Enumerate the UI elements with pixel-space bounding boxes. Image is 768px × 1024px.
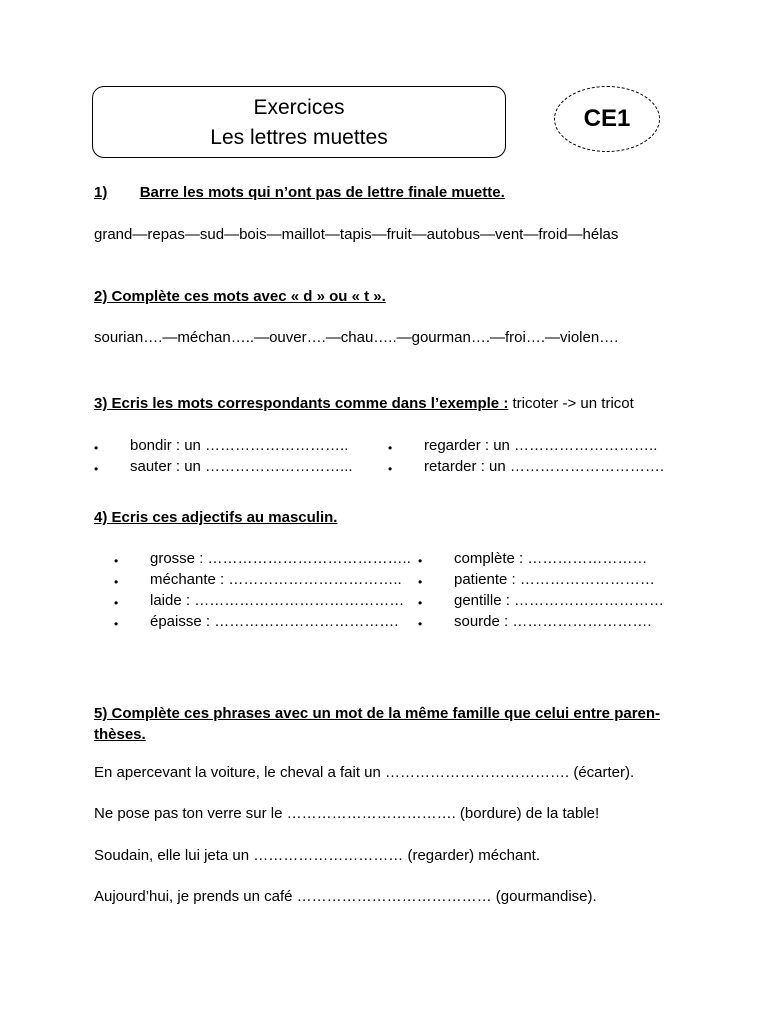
ex4-item: méchante : …………………………….. (150, 571, 402, 588)
ex4-item: patiente : ……………………… (454, 571, 655, 588)
ex4-item: complète : …………………… (454, 550, 648, 567)
bullet-icon: • (418, 617, 423, 631)
bullet-icon: • (418, 596, 423, 610)
ex4-item: grosse : ………………………………….. (150, 550, 411, 567)
title-box (92, 86, 506, 158)
ex3-item: retarder : un …………………………. (424, 458, 665, 475)
title-line-1: Exercices (253, 96, 345, 119)
ex5-sentence: Soudain, elle lui jeta un ………………………… (regarder) méchant. (94, 847, 541, 864)
ex1-word-list: grand—repas—sud—bois—maillot—tapis—fruit—autobus—vent—froid—hélas (94, 226, 619, 243)
ex4-item: sourde : ………………………. (454, 613, 652, 630)
ex4-heading: 4) Ecris ces adjectifs au masculin. (94, 509, 338, 526)
bullet-icon: • (388, 462, 393, 476)
bullet-icon: • (94, 441, 99, 455)
ex5-heading: 5) Complète ces phrases avec un mot de la même famille que celui entre paren-thèses. (94, 705, 661, 743)
bullet-icon: • (114, 554, 119, 568)
bullet-icon: • (114, 596, 119, 610)
ex3-example: tricoter -> un tricot (508, 395, 634, 412)
bullet-icon: • (418, 554, 423, 568)
ex4-item: épaisse : ………………………………. (150, 613, 399, 630)
ex3-item: regarder : un ……………………….. (424, 437, 658, 454)
ex3-instruction: 3) Ecris les mots correspondants comme dans l’exemple : (94, 395, 509, 412)
bullet-icon: • (418, 575, 423, 589)
ex3-heading (94, 395, 634, 412)
ex5-sentence: Ne pose pas ton verre sur le ……………………………. (bordure) de la table! (94, 805, 600, 822)
bullet-icon: • (388, 441, 393, 455)
ex4-item: laide : …………………………………… (150, 592, 405, 609)
title-line-2: Les lettres muettes (210, 126, 388, 149)
level-label: CE1 (583, 105, 631, 132)
ex2-heading: 2) Complète ces mots avec « d » ou « t ». (94, 288, 386, 305)
ex1-heading (94, 184, 505, 201)
bullet-icon: • (94, 462, 99, 476)
ex4-item: gentille : ………………………… (454, 592, 665, 609)
ex1-number: 1) (94, 184, 108, 201)
bullet-icon: • (114, 617, 119, 631)
level-badge (554, 86, 660, 152)
ex3-item: bondir : un ……………………….. (130, 437, 349, 454)
ex1-instruction: Barre les mots qui n’ont pas de lettre finale muette. (139, 184, 505, 201)
ex2-word-list: sourian….—méchan…..—ouver….—chau…..—gourman….—froi….—violen…. (94, 329, 619, 346)
bullet-icon: • (114, 575, 119, 589)
ex5-sentence: En apercevant la voiture, le cheval a fait un ………………………………. (écarter). (94, 764, 635, 781)
ex5-sentence: Aujourd’hui, je prends un café ………………………………… (gourmandise). (94, 888, 597, 905)
ex3-item: sauter : un ………………………... (130, 458, 353, 475)
